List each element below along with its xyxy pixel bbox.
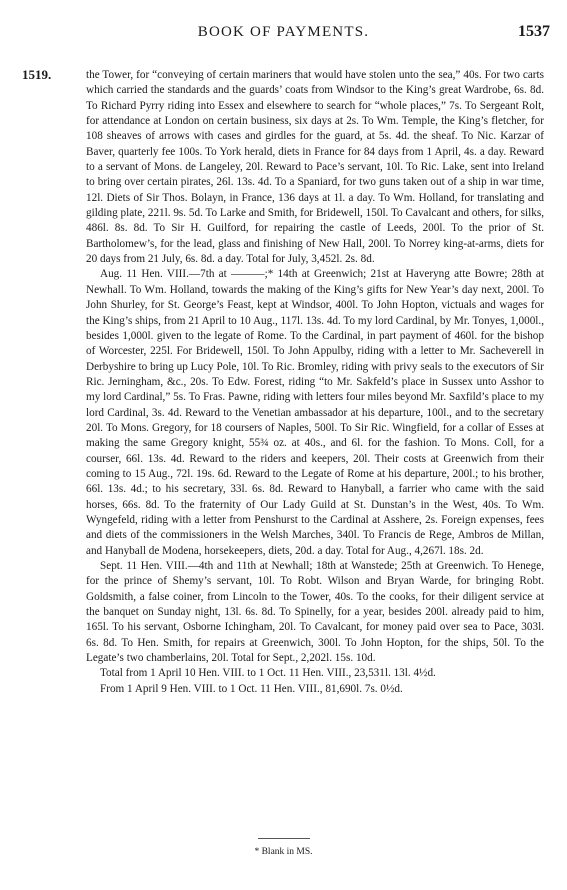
paragraph-july: the Tower, for “conveying of certain mariners that would have stolen unto the sea,” 40s. For two carts which carried the standards and the guards’ coats from Windsor to the King’s great Wardrobe, 6s. 8d. To Richard Pyrry riding into Essex and elsewhere to search for “whole places,” 7s. To Sergeant Rolt, for attendance at London on certain business, six days at 2s. To Wm. Temple, the King’s fletcher, for 108 sheaves of arrows with cases and girdles for the guard, at 5s. 4d. the sheaf. To Nic. Karzar of Baver, quarterly fee 100s. To York herald, diets in France for 84 days from 1 April, 4s. a day. Reward to a servant of Mons. de Langeley, 20l. Reward to Pace’s servant, 10l. To Ric. Lake, sent into Ireland to bring over certain pirates, 26l. 13s. 4d. To a Spaniard, for two guns taken out of a ship in war time, 12l. Diets of Sir Thos. Bolayn, in France, 136 days at 1l. a day. To Wm. Holland, for translating and gilding plate, 221l. 9s. 5d. To Larke and Smith, for Bridewell, 150l. To Cavalcant and others, for silks, 486l. 8s. 8d. To Sir H. Guilford, for repairing the castle of Leeds, 200l. To the prior of St. Bartholomew’s, for the lead, glass and finishing of New Hall, 200l. To Norrey king-at-arms, diets for 20 days from 21 July, 6s. 8d. a day. Total for July, 3,452l. 2s. 8d.	[86, 69, 544, 266]
footnote-divider	[258, 838, 310, 839]
total-line-1: Total from 1 April 10 Hen. VIII. to 1 Oct. 11 Hen. VIII., 23,531l. 13l. 4½d.	[100, 667, 436, 680]
page-title: BOOK OF PAYMENTS.	[197, 24, 370, 40]
running-head	[0, 24, 567, 44]
total-line-2: From 1 April 9 Hen. VIII. to 1 Oct. 11 Hen. VIII., 81,690l. 7s. 0½d.	[100, 682, 403, 695]
paragraph-september: Sept. 11 Hen. VIII.—4th and 11th at Newhall; 18th at Wanstede; 25th at Greenwich. To Henege, for the prince of Shemy’s servant, 10l. To Robt. Wilson and Bryan Warde, for bringing Robt. Goldsmith, a false coiner, from Lincoln to the Tower, 40s. To the cooks, for their diligent service at the banquet on Sunday night, 13l. 6s. 8d. To Spinelly, for a year, besides 200l. already paid to him, 165l. To his servant, Osborne Ichingham, 20l. To Cavalcant, for money paid over sea to Pace, 303l. 6s. 8d. To Hen. Smith, for repairs at Greenwich, 300l. To John Hopton, for the ships, 50l. To the Legate’s two chamberlains, 20l. Total for Sept., 2,202l. 15s. 10d.	[86, 560, 544, 665]
totals-block	[86, 666, 544, 697]
paragraph-august: Aug. 11 Hen. VIII.—7th at ———;* 14th at Greenwich; 21st at Haveryng atte Bowre; 28th at Newhall. To Wm. Holland, towards the making of the King’s gifts for New Year’s day next, 200l. To John Shurley, for St. George’s Feast, kept at Windsor, 400l. To John Hopton, victuals and wages for the King’s ships, from 21 April to 10 Aug., 117l. 13s. 4d. To my lord Cardinal, by Mr. Tonyes, 1,000l., besides 1,000l. given to the legate of Rome. To the Cardinal, in part payment of 460l. for the bishop of Worcester, 225l. For Bridewell, 150l. To John Appulby, riding with a letter to Mr. Sacheverell in Derbyshire to bring up Lucy Pole, 10l. To Ric. Bromley, riding with privy seals to the executors of Sir Ric. Jerningham, &c., 20s. To Edw. Forest, riding “to Mr. Sakfeld’s place in Sussex unto Asshor to my lord Cardinal,” 5s. To Fras. Pawne, riding with letters four miles beyond Mr. Saxfild’s place to my lord Cardinal, 3s. 4d. Reward to the Venetian ambassador at his departure, 100l., and to the secretary 20l. To Mons. Gregory, for 18 coursers of Naples, 500l. To Sir Ric. Wingfield, for a collar of Esses at making the same Gregory knight, 55¾ oz. at 40s., and 6l. for the fashion. To Mons. Coll, for a courser, 66l. 13s. 4d. Reward to the riders and keepers, 20l. Their costs at Greenwich from their coming to 15 Aug., 72l. 19s. 6d. Reward to the Legate of Rome at his departure, 200l.; to his brother, 66l. 13s. 4d.; to his secretary, 33l. 6s. 8d. Reward to Hanyball, a farrier who came with the said horses, 66s. 8d. To the fraternity of Our Lady Guild at St. Dunstan’s in the West, 40s. To Wm. Wyngefeld, riding with a letter from Penshurst to the Cardinal at Asshere, 2s. Foreign expenses, fees and diets of the commissioners in the Welsh Marches, 340l. To Francis de Rege, Ambros de Millan, and Hanyball de Modena, horsekeepers, diets, 20d. a day. Total for Aug., 4,267l. 18s. 2d.	[86, 268, 544, 557]
body-text	[86, 68, 544, 697]
footnote: * Blank in MS.	[254, 847, 313, 857]
year-marker: 1519.	[22, 67, 52, 82]
page-number: 1537	[518, 23, 550, 40]
